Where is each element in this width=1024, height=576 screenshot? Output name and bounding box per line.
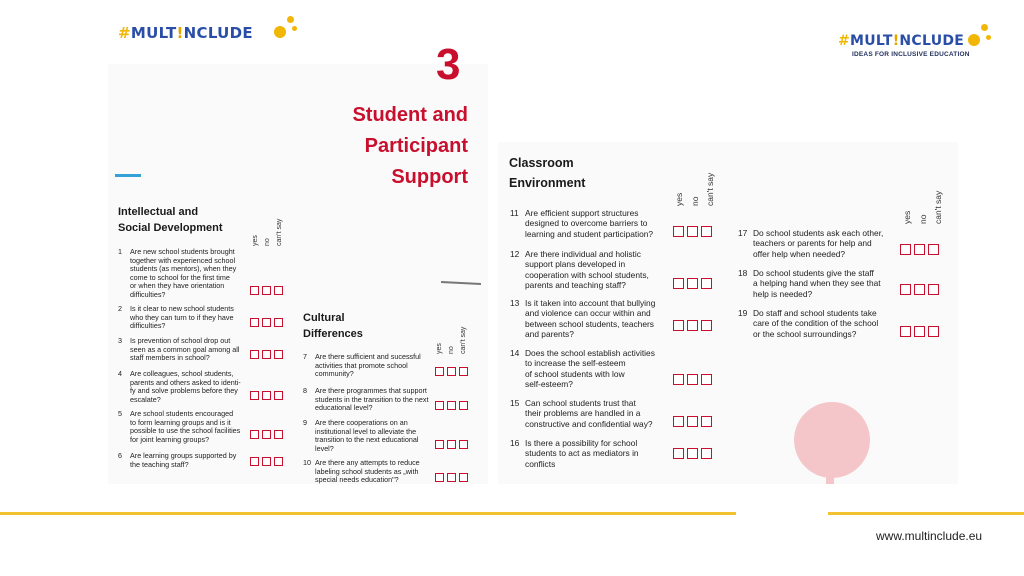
question-item — [118, 410, 246, 444]
question-text-line: parents and others asked to identi- — [130, 377, 241, 387]
answer-checkboxes — [250, 391, 283, 400]
question-text-line: Can school students trust that — [525, 398, 636, 408]
checkbox-cant-say[interactable] — [701, 374, 712, 385]
question-text-line: Do staff and school students take — [753, 308, 877, 318]
question-item — [510, 438, 670, 469]
checkbox-yes[interactable] — [673, 448, 684, 459]
question-text-line: conflicts — [525, 458, 556, 469]
checkbox-no[interactable] — [447, 367, 456, 376]
question-text-line: students (as mentors), when they — [130, 264, 237, 274]
question-text — [753, 228, 883, 259]
question-text — [525, 348, 655, 390]
multinclude-logo-right: #MULT!NCLUDE — [838, 33, 965, 49]
question-text-line: Are learning groups supported by — [130, 451, 237, 460]
checkbox-yes[interactable] — [435, 367, 444, 376]
question-text-line: parents and teaching staff? — [525, 280, 626, 291]
label-yes: yes — [902, 210, 912, 224]
question-item — [510, 348, 670, 390]
question-text-line: care of the condition of the school — [753, 318, 879, 329]
question-number: 15 — [510, 398, 520, 408]
question-text-line: community? — [315, 369, 354, 379]
question-text — [130, 248, 236, 300]
checkbox-cant-say[interactable] — [701, 416, 712, 427]
question-text-line: Are efficient support structures — [525, 208, 639, 218]
answer-checkboxes — [250, 318, 283, 327]
answer-checkboxes — [900, 326, 939, 337]
checkbox-yes[interactable] — [900, 326, 911, 337]
question-text-line: difficulties? — [130, 289, 166, 299]
question-text-line: Are there programmes that support — [315, 386, 427, 395]
label-cant-say: can't say — [276, 218, 283, 246]
heading-intellectual: Intellectual and Social Development — [118, 206, 223, 234]
question-text-line: Is there a possibility for school — [525, 438, 638, 448]
checkbox-yes[interactable] — [250, 457, 259, 466]
question-number: 16 — [510, 438, 520, 448]
question-item — [303, 387, 433, 413]
question-item — [303, 419, 433, 453]
question-text-line: their problems are handled in a — [525, 408, 641, 419]
question-text — [525, 208, 653, 239]
answer-checkboxes — [250, 350, 283, 359]
question-text-line: help is needed? — [753, 288, 813, 299]
section-title: Student and Participant Support — [352, 104, 468, 188]
section-number: 3 — [436, 40, 461, 89]
label-yes: yes — [674, 192, 684, 206]
question-number: 8 — [303, 386, 307, 395]
answer-checkboxes — [435, 367, 468, 376]
question-text-line: Are new school students brought — [130, 247, 235, 256]
question-number: 13 — [510, 298, 520, 308]
answer-checkboxes — [435, 473, 468, 482]
checkbox-yes[interactable] — [250, 350, 259, 359]
question-text-line: fy and solve problems before they — [130, 386, 238, 396]
question-text-line: Are school students encouraged — [130, 409, 234, 418]
answer-checkboxes — [900, 244, 939, 255]
checkbox-cant-say[interactable] — [274, 430, 283, 439]
question-text-line: between school students, teachers — [525, 318, 654, 329]
answer-checkboxes — [435, 440, 468, 449]
question-text — [315, 353, 421, 379]
question-item — [738, 228, 898, 259]
checkbox-yes[interactable] — [250, 318, 259, 327]
question-text-line: Is it taken into account that bullying — [525, 298, 656, 308]
question-number: 1 — [118, 247, 122, 256]
checkbox-cant-say[interactable] — [274, 391, 283, 400]
question-text — [315, 419, 419, 453]
checkbox-yes[interactable] — [250, 391, 259, 400]
logo-dots-icon — [272, 14, 302, 44]
checkbox-no[interactable] — [447, 401, 456, 410]
checkbox-cant-say[interactable] — [928, 244, 939, 255]
question-text-line: learning and student participation? — [525, 228, 654, 239]
question-number: 18 — [738, 268, 748, 278]
checkbox-no[interactable] — [262, 391, 271, 400]
question-item — [510, 208, 670, 239]
checkbox-no[interactable] — [447, 473, 456, 482]
question-item — [118, 305, 246, 331]
answer-checkboxes — [250, 457, 283, 466]
checkbox-no[interactable] — [687, 374, 698, 385]
checkbox-no[interactable] — [262, 286, 271, 295]
checkbox-no[interactable] — [447, 440, 456, 449]
checkbox-no[interactable] — [262, 430, 271, 439]
checkbox-yes[interactable] — [435, 401, 444, 410]
question-text-line: seen as a common goal among all — [130, 344, 240, 354]
checkbox-cant-say[interactable] — [701, 448, 712, 459]
question-text-line: to increase the self-esteem — [525, 358, 626, 369]
checkbox-no[interactable] — [262, 350, 271, 359]
logo-dots-icon-right — [966, 22, 996, 52]
question-text-line: a helping hand when they see that — [753, 278, 881, 289]
question-item — [118, 337, 246, 363]
checkbox-yes[interactable] — [673, 416, 684, 427]
checkbox-cant-say[interactable] — [701, 278, 712, 289]
answer-checkboxes — [435, 401, 468, 410]
question-text-line: students in the transition to the next — [315, 394, 429, 404]
question-item — [118, 248, 246, 300]
question-number: 10 — [303, 458, 311, 467]
question-text — [130, 452, 236, 469]
label-no: no — [918, 214, 928, 224]
footer-rule-left — [0, 512, 736, 515]
answer-checkboxes — [673, 278, 712, 289]
checkbox-no[interactable] — [687, 226, 698, 237]
question-text-line: special needs education"? — [315, 475, 399, 485]
question-item — [510, 398, 670, 429]
question-number: 19 — [738, 308, 748, 318]
checkbox-yes[interactable] — [673, 320, 684, 331]
question-text-line: self-esteem? — [525, 379, 573, 390]
question-text-line: Do school students give the staff — [753, 268, 874, 278]
question-number: 5 — [118, 409, 122, 418]
checkbox-yes[interactable] — [900, 284, 911, 295]
question-item — [303, 459, 433, 485]
label-no: no — [264, 238, 271, 246]
question-text-line: level? — [315, 443, 334, 453]
answer-checkboxes — [900, 284, 939, 295]
label-cant-say: can't say — [460, 326, 467, 354]
question-text-line: Are colleagues, school students, — [130, 369, 234, 378]
answer-checkboxes — [673, 320, 712, 331]
checkbox-yes[interactable] — [673, 278, 684, 289]
checkbox-no[interactable] — [687, 448, 698, 459]
question-text — [525, 298, 655, 340]
question-text-line: to form learning groups and is it — [130, 417, 231, 427]
checkbox-cant-say[interactable] — [274, 350, 283, 359]
question-text-line: of school students with low — [525, 368, 625, 379]
question-text-line: Do school students ask each other, — [753, 228, 884, 238]
answer-checkboxes — [673, 448, 712, 459]
label-cant-say: can't say — [705, 172, 715, 206]
question-text — [130, 337, 239, 363]
question-text-line: transition to the next educational — [315, 435, 419, 445]
checkbox-cant-say[interactable] — [928, 284, 939, 295]
question-text-line: possible to use the school facilities — [130, 426, 241, 436]
question-text-line: Is it clear to new school students — [130, 304, 234, 313]
checkbox-no[interactable] — [687, 278, 698, 289]
checkbox-cant-say[interactable] — [459, 440, 468, 449]
answer-checkboxes — [673, 226, 712, 237]
question-text-line: or the school surroundings? — [753, 328, 857, 339]
answer-checkboxes — [250, 286, 283, 295]
label-yes: yes — [252, 235, 259, 246]
checkbox-cant-say[interactable] — [459, 473, 468, 482]
question-item — [510, 249, 670, 291]
question-number: 4 — [118, 369, 122, 378]
checkbox-yes[interactable] — [673, 226, 684, 237]
question-text — [525, 249, 649, 291]
label-yes: yes — [436, 343, 443, 354]
checkbox-cant-say[interactable] — [701, 320, 712, 331]
checkbox-yes[interactable] — [250, 430, 259, 439]
question-text — [525, 438, 639, 469]
checkbox-cant-say[interactable] — [928, 326, 939, 337]
question-text-line: Is prevention of school drop out — [130, 336, 231, 345]
question-text — [130, 410, 240, 444]
question-text — [525, 398, 653, 429]
question-text-line: and violence can occur within and — [525, 308, 651, 319]
question-number: 9 — [303, 418, 307, 427]
question-text — [130, 370, 241, 404]
heading-cultural: Cultural Differences — [303, 312, 363, 340]
label-no: no — [448, 346, 455, 354]
question-text — [130, 305, 234, 331]
multinclude-logo: #MULT!NCLUDE — [118, 24, 253, 42]
footer-url[interactable]: www.multinclude.eu — [876, 529, 983, 543]
question-text-line: escalate? — [130, 394, 161, 404]
question-text-line: offer help when needed? — [753, 248, 846, 259]
question-text-line: or when they have orientation — [130, 281, 225, 291]
question-text-line: come to school for the first time — [130, 272, 230, 282]
checkbox-no[interactable] — [262, 318, 271, 327]
question-text-line: cooperation with school students, — [525, 269, 649, 280]
checkbox-cant-say[interactable] — [459, 401, 468, 410]
checkbox-no[interactable] — [914, 244, 925, 255]
question-text-line: for joint learning groups? — [130, 434, 210, 444]
checkbox-no[interactable] — [914, 326, 925, 337]
label-cant-say: can't say — [933, 190, 943, 224]
answer-checkboxes — [250, 430, 283, 439]
question-text — [753, 268, 881, 299]
checkbox-no[interactable] — [262, 457, 271, 466]
question-text-line: constructive and confidential way? — [525, 418, 653, 429]
question-number: 17 — [738, 228, 748, 238]
checkbox-no[interactable] — [687, 320, 698, 331]
question-text-line: educational level? — [315, 403, 373, 413]
checkbox-yes[interactable] — [673, 374, 684, 385]
checkbox-cant-say[interactable] — [274, 457, 283, 466]
checkbox-no[interactable] — [914, 284, 925, 295]
question-text — [315, 387, 428, 413]
question-text-line: Are there individual and holistic — [525, 249, 641, 259]
question-text-line: the teaching staff? — [130, 459, 189, 469]
blue-dash — [115, 174, 141, 177]
question-text-line: institutional level to alleviate the — [315, 426, 417, 436]
question-text-line: together with experienced school — [130, 255, 236, 265]
checkbox-cant-say[interactable] — [274, 286, 283, 295]
checkbox-cant-say[interactable] — [459, 367, 468, 376]
question-item — [303, 353, 433, 379]
question-text — [753, 308, 878, 339]
answer-checkboxes — [673, 416, 712, 427]
question-item — [118, 370, 246, 404]
question-text — [315, 459, 420, 485]
question-number: 7 — [303, 352, 307, 361]
question-item — [738, 308, 898, 339]
question-text-line: Are there cooperations on an — [315, 418, 408, 427]
question-text-line: labeling school students as „with — [315, 466, 419, 476]
pink-circle-tail — [826, 470, 834, 484]
pink-circle-decoration — [794, 402, 870, 478]
question-number: 11 — [510, 208, 519, 218]
question-item — [510, 298, 670, 340]
checkbox-cant-say[interactable] — [701, 226, 712, 237]
question-item — [118, 452, 246, 469]
question-text-line: Does the school establish activities — [525, 348, 655, 358]
question-text-line: teachers or parents for help and — [753, 238, 872, 249]
question-text-line: Are there sufficient and sucessful — [315, 352, 421, 361]
question-number: 12 — [510, 249, 520, 259]
question-item — [738, 268, 898, 299]
question-text-line: who they can turn to if they have — [130, 312, 234, 322]
question-text-line: designed to overcome barriers to — [525, 218, 648, 229]
question-text-line: activities that promote school — [315, 360, 408, 370]
checkbox-cant-say[interactable] — [274, 318, 283, 327]
question-text-line: Are there any attempts to reduce — [315, 458, 420, 467]
checkbox-yes[interactable] — [250, 286, 259, 295]
checkbox-no[interactable] — [687, 416, 698, 427]
checkbox-yes[interactable] — [900, 244, 911, 255]
question-number: 3 — [118, 336, 122, 345]
question-text-line: support plans developed in — [525, 259, 626, 270]
question-text-line: students to act as mediators in — [525, 448, 639, 459]
footer-rule-right — [828, 512, 1024, 515]
question-number: 6 — [118, 451, 122, 460]
question-text-line: difficulties? — [130, 321, 166, 331]
question-number: 14 — [510, 348, 520, 358]
question-text-line: staff members in school? — [130, 353, 210, 363]
checkbox-yes[interactable] — [435, 440, 444, 449]
question-text-line: and parents? — [525, 329, 574, 340]
logo-tagline: IDEAS FOR INCLUSIVE EDUCATION — [852, 51, 970, 58]
label-no: no — [690, 196, 700, 206]
checkbox-yes[interactable] — [435, 473, 444, 482]
heading-classroom: Classroom Environment — [509, 156, 586, 190]
question-number: 2 — [118, 304, 122, 313]
answer-checkboxes — [673, 374, 712, 385]
